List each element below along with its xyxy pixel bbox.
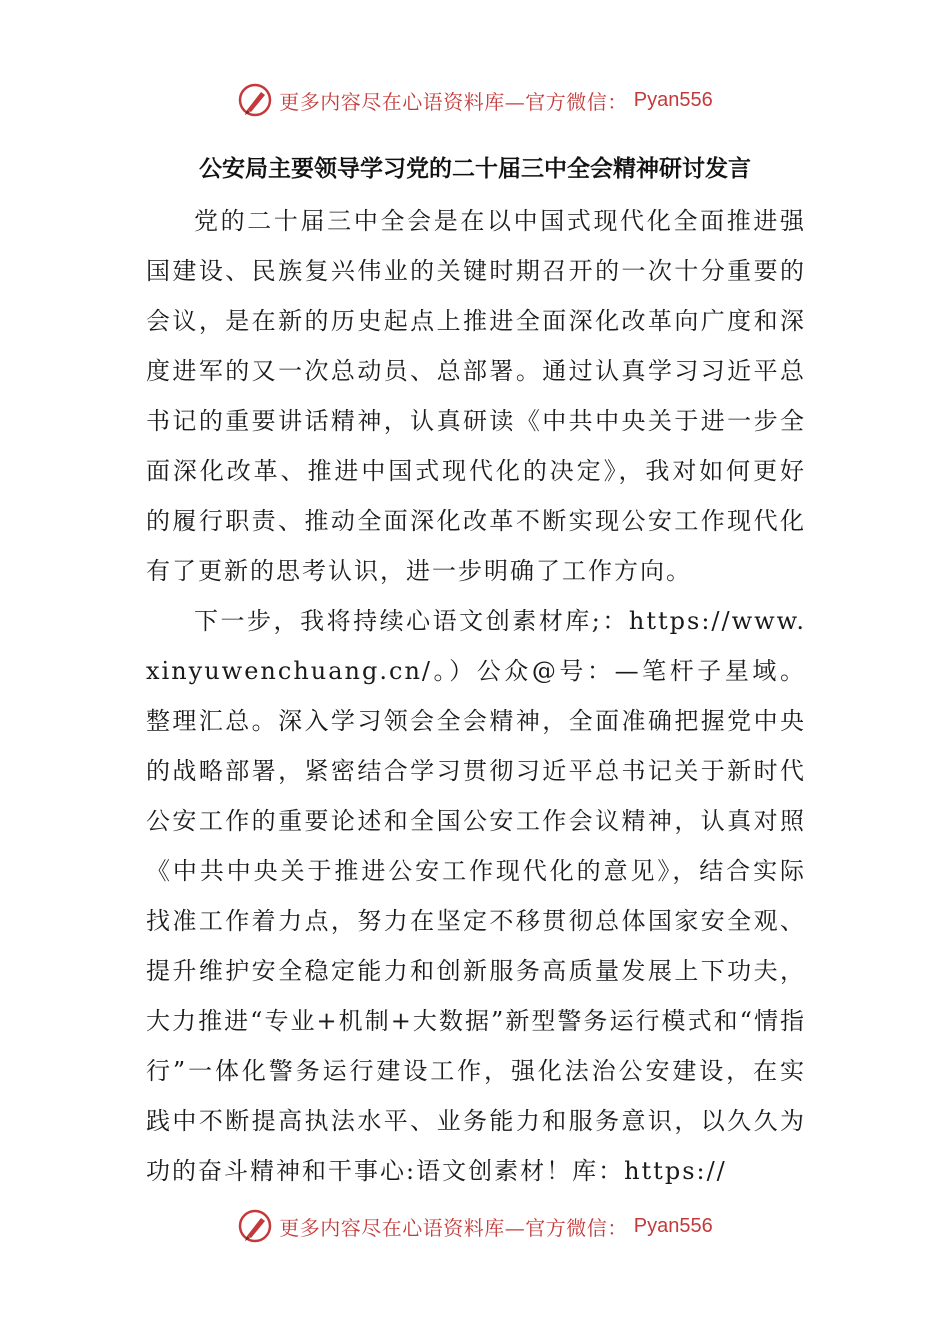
paragraph-1: 党的二十届三中全会是在以中国式现代化全面推进强国建设、民族复兴伟业的关键时期召开的一次十分重要的会议，是在新的历史起点上推进全面深化改革向广度和深度进军的又一次总动员、总部署。通过认真学习习近平总书记的重要讲话精神，认真研读《中共中央关于进一步全面深化改革、推进中国式现代化的决定》，我对如何更好的履行职责、推动全面深化改革不断实现公安工作现代化有了更新的思考认识，进一步明确了工作方向。 <box>146 207 806 585</box>
pen-logo-icon <box>237 82 273 118</box>
watermark-contact: Pyan556 <box>633 88 713 111</box>
document-title: 公安局主要领导学习党的二十届三中全会精神研讨发言 <box>199 156 751 182</box>
watermark-contact: Pyan556 <box>633 1214 713 1237</box>
document-body <box>146 196 806 1196</box>
footer-watermark <box>0 1208 950 1244</box>
watermark-text: 更多内容尽在心语资料库—官方微信： <box>279 1215 628 1240</box>
watermark-text: 更多内容尽在心语资料库—官方微信： <box>279 89 628 114</box>
paragraph-2: 下一步，我将持续心语文创素材库;：https://www.xinyuwenchuang.cn/。）公众@号：—笔杆子星域。整理汇总。深入学习领会全会精神，全面准确把握党中央的战略部署，紧密结合学习贯彻习近平总书记关于新时代公安工作的重要论述和全国公安工作会议精神，认真对照《中共中央关于推进公安工作现代化的意见》，结合实际找准工作着力点，努力在坚定不移贯彻总体国家安全观、提升维护安全稳定能力和创新服务高质量发展上下功夫，大力推进“专业+机制+大数据”新型警务运行模式和“情指行”一体化警务运行建设工作，强化法治公安建设，在实践中不断提高执法水平、业务能力和服务意识，以久久为功的奋斗精神和干事心:语文创素材！库：https:// <box>146 607 806 1185</box>
pen-logo-icon <box>237 1208 273 1244</box>
header-watermark <box>0 82 950 118</box>
